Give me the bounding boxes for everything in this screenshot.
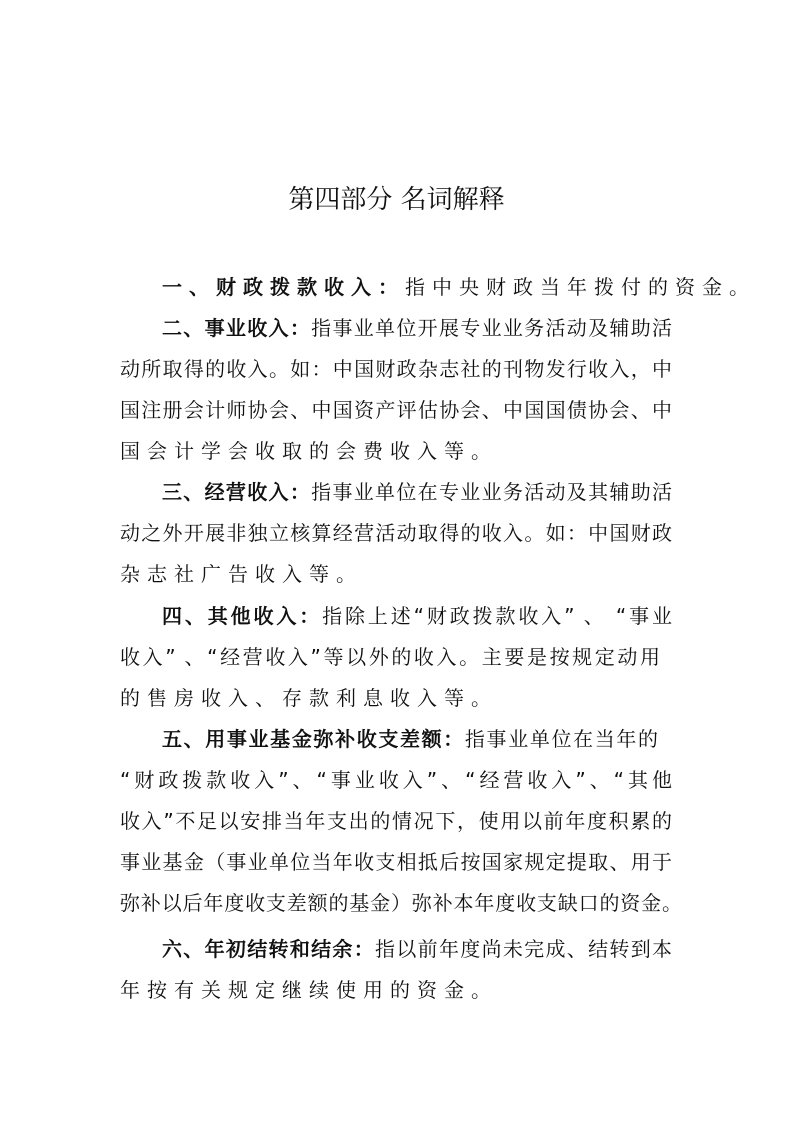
section-text: 指以前年度尚未完成、结转到本 [375, 937, 673, 961]
section-4-line-1 [162, 601, 672, 631]
section-text: 指事业单位在当年的 [464, 727, 659, 751]
section-heading: 六、年初结转和结余： [162, 937, 376, 961]
section-5-line-4: 事业基金（事业单位当年收支相抵后按国家规定提取、用于 [120, 850, 672, 874]
section-2-line-1 [162, 313, 672, 343]
section-3-line-2: 动之外开展非独立核算经营活动取得的收入。如：中国财政 [120, 521, 672, 545]
section-text: 指事业单位在专业业务活动及其辅助活 [311, 480, 673, 504]
section-text: 指事业单位开展专业业务活动及辅助活 [311, 316, 673, 340]
section-5-line-3: 收入”不足以安排当年支出的情况下，使用以前年度积累的 [120, 809, 672, 833]
section-4-line-2: 收入” 、“经营收入”等以外的收入。主要是按规定动用 [120, 645, 660, 669]
section-6-line-2: 年按有关规定继续使用的资金。 [120, 978, 498, 1002]
section-text: 指中央财政当年拨付的资金。 [405, 275, 756, 299]
section-text: 指除上述“财政拨款收入” 、 “事业 [322, 604, 672, 628]
section-3-line-3: 杂志社广告收入等。 [120, 562, 363, 586]
section-heading: 五、用事业基金弥补收支差额： [162, 727, 465, 751]
section-2-line-3: 国注册会计师协会、中国资产评估协会、中国国债协会、中 [120, 398, 672, 422]
section-heading: 二、事业收入： [162, 316, 312, 340]
section-heading: 三、经营收入： [162, 480, 312, 504]
section-2-line-4: 国会计学会收取的会费收入等。 [120, 439, 498, 463]
section-5-line-1 [162, 724, 658, 754]
section-6-line-1 [162, 934, 672, 964]
page-title: 第四部分 名词解释 [288, 185, 505, 215]
section-heading: 四、其他收入： [162, 604, 323, 628]
section-4-line-3: 的售房收入、存款利息收入等。 [120, 686, 498, 710]
section-2-line-2: 动所取得的收入。如：中国财政杂志社的刊物发行收入，中 [120, 357, 672, 381]
section-3-line-1 [162, 477, 672, 507]
section-1-line-1 [162, 272, 756, 302]
section-5-line-2: “财政拨款收入”、“事业收入”、“经营收入”、“其他 [120, 768, 672, 792]
section-5-line-5: 弥补以后年度收支差额的基金）弥补本年度收支缺口的资金。 [120, 891, 682, 915]
section-heading: 一、财政拨款收入： [162, 275, 405, 299]
